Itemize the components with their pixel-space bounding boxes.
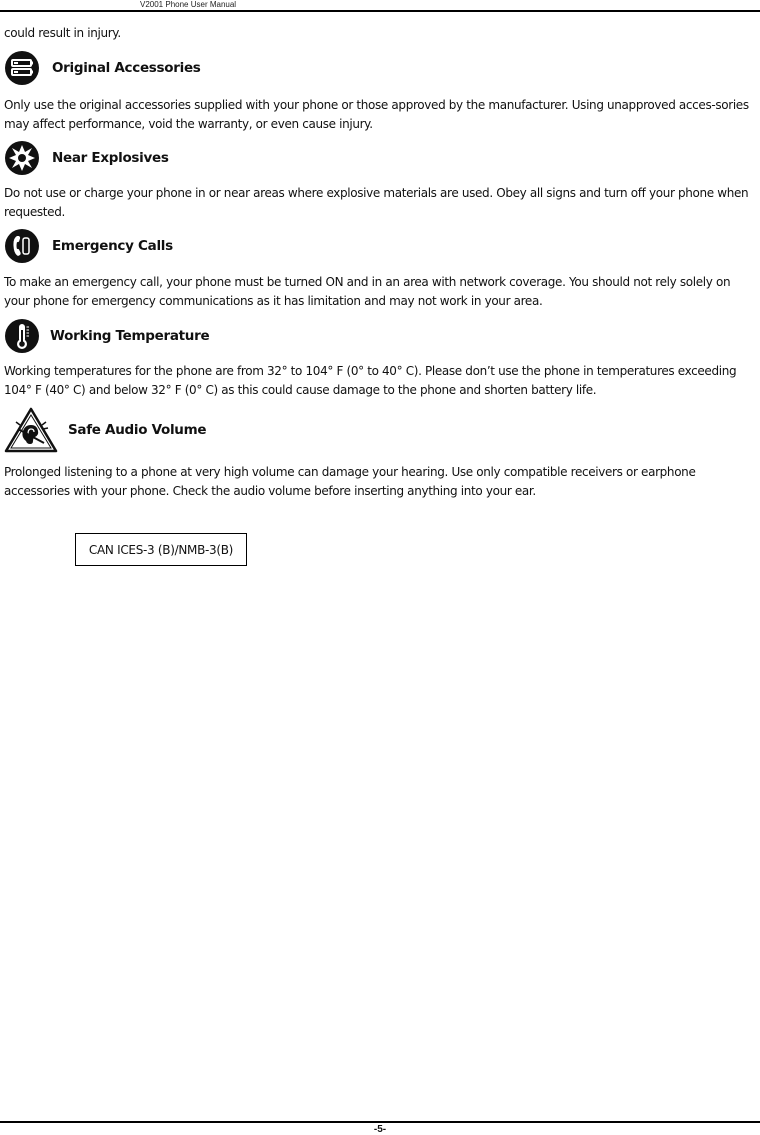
section-header-safe-audio-volume: [4, 406, 206, 454]
explosion-icon: [4, 140, 40, 176]
page-number: -5-: [373, 1124, 387, 1135]
section-header-near-explosives: [4, 138, 169, 178]
intro-text: could result in injury.: [4, 26, 121, 40]
section-header-original-accessories: [4, 48, 201, 88]
section-text-working-temperature: Working temperatures for the phone are from 32° to 104° F (0° to 40° C). Please don’t use the phone in temperatures exceeding 104° F (40° C) and below 32° F (0° C) as this could cause damage to the phone and shorten battery life.: [4, 364, 737, 397]
phone-handset-icon: [4, 228, 40, 264]
section-header-emergency-calls: [4, 226, 173, 266]
certification-label: CAN ICES-3 (B)/NMB-3(B): [88, 542, 234, 557]
section-title: Working Temperature: [50, 328, 210, 344]
certification-box: [75, 533, 247, 566]
section-header-working-temperature: [4, 316, 209, 356]
footer-divider: [0, 1121, 760, 1123]
section-text-safe-audio-volume: Prolonged listening to a phone at very high volume can damage your hearing. Use only compatible receivers or earphone accessories with your phone. Check the audio volume before inserting anything into your ear.: [4, 465, 696, 498]
section-text-near-explosives: Do not use or charge your phone in or near areas where explosive materials are used. Obey all signs and turn off your phone when requested.: [4, 186, 749, 219]
section-title: Safe Audio Volume: [68, 422, 207, 438]
section-text-emergency-calls: To make an emergency call, your phone must be turned ON and in an area with network coverage. You should not rely solely on your phone for emergency communications as it has limitation and may not work in your area.: [4, 275, 731, 308]
hearing-warning-icon: [4, 407, 58, 453]
thermometer-icon: [4, 318, 40, 354]
section-title: Near Explosives: [52, 150, 169, 166]
header-divider: [0, 10, 760, 12]
section-title: Emergency Calls: [52, 238, 173, 254]
section-title: Original Accessories: [52, 60, 201, 76]
section-text-original-accessories: Only use the original accessories supplied with your phone or those approved by the manufacturer. Using unapproved acces-sories may affect performance, void the warranty, or even cause injury.: [4, 98, 749, 131]
battery-charger-icon: [4, 50, 40, 86]
document-header-title: V2001 Phone User Manual: [140, 0, 237, 9]
